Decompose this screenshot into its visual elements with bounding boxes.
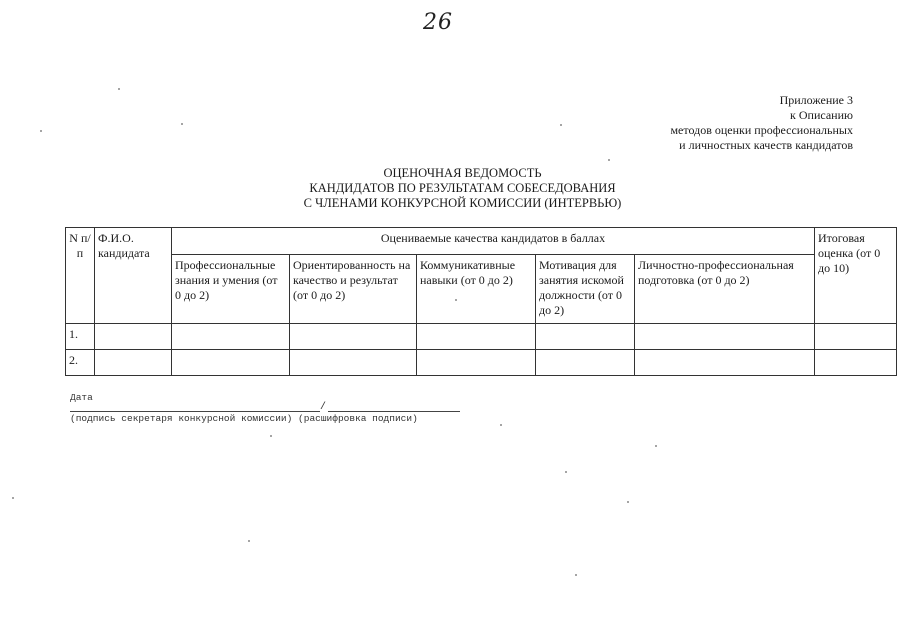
- date-label: Дата: [70, 392, 93, 403]
- table-cell[interactable]: [635, 350, 815, 376]
- appendix-note: [670, 93, 853, 153]
- signature-decoding-line[interactable]: [328, 411, 460, 412]
- signature-caption: [70, 413, 418, 424]
- table-cell[interactable]: [172, 350, 290, 376]
- appendix-line-3: методов оценки профессиональных: [670, 123, 853, 137]
- row-number: 2.: [66, 350, 95, 376]
- table-row: [66, 350, 897, 376]
- scan-speck: [627, 501, 629, 503]
- scan-speck: [560, 124, 562, 126]
- header-quality-motivation: Мотивация для занятия искомой должности (от 0 до 2): [536, 255, 635, 324]
- scan-speck: [181, 123, 183, 125]
- header-qualities-group: Оцениваемые качества кандидатов в баллах: [172, 228, 815, 255]
- document-title: [0, 166, 905, 211]
- scan-speck: [12, 497, 14, 499]
- scan-speck: [608, 159, 610, 161]
- table-header-row: [66, 228, 897, 255]
- signature-separator: /: [320, 402, 327, 413]
- table-cell[interactable]: [172, 324, 290, 350]
- table-row: [66, 324, 897, 350]
- scan-speck: [118, 88, 120, 90]
- scan-speck: [565, 471, 567, 473]
- scan-speck: [500, 424, 502, 426]
- scan-speck: [655, 445, 657, 447]
- header-quality-communication: Коммуникативные навыки (от 0 до 2): [417, 255, 536, 324]
- scan-speck: [270, 435, 272, 437]
- signature-caption-left: (подпись секретаря конкурсной комиссии): [70, 413, 293, 424]
- title-line-2: КАНДИДАТОВ ПО РЕЗУЛЬТАТАМ СОБЕСЕДОВАНИЯ: [309, 181, 616, 195]
- title-line-1: ОЦЕНОЧНАЯ ВЕДОМОСТЬ: [383, 166, 542, 180]
- table-cell[interactable]: [635, 324, 815, 350]
- table-cell[interactable]: [95, 324, 172, 350]
- table-cell[interactable]: [95, 350, 172, 376]
- page-number: 26: [423, 10, 453, 35]
- table-cell[interactable]: [815, 324, 897, 350]
- signature-caption-right: (расшифровка подписи): [298, 413, 418, 424]
- table-cell[interactable]: [815, 350, 897, 376]
- scan-speck: [455, 299, 457, 301]
- header-quality-result-orientation: Ориентированность на качество и результат (от 0 до 2): [290, 255, 417, 324]
- header-total-score: Итоговая оценка (от 0 до 10): [815, 228, 897, 324]
- header-quality-professional: Профессиональные знания и умения (от 0 до 2): [172, 255, 290, 324]
- scan-speck: [248, 540, 250, 542]
- table-cell[interactable]: [536, 324, 635, 350]
- header-number: N п/п: [66, 228, 95, 324]
- row-number: 1.: [66, 324, 95, 350]
- appendix-line-1: Приложение 3: [779, 93, 853, 107]
- scan-speck: [40, 130, 42, 132]
- header-quality-personal-training: Личностно-профессиональная подготовка (от 0 до 2): [635, 255, 815, 324]
- appendix-line-2: к Описанию: [790, 108, 853, 122]
- table-cell[interactable]: [417, 324, 536, 350]
- header-fio: Ф.И.О. кандидата: [95, 228, 172, 324]
- table-cell[interactable]: [417, 350, 536, 376]
- title-line-3: С ЧЛЕНАМИ КОНКУРСНОЙ КОМИССИИ (ИНТЕРВЬЮ): [303, 196, 622, 210]
- scan-speck: [575, 574, 577, 576]
- table-cell[interactable]: [290, 324, 417, 350]
- table-cell[interactable]: [290, 350, 417, 376]
- table-cell[interactable]: [536, 350, 635, 376]
- table-subheader-row: [66, 255, 897, 324]
- signature-line[interactable]: [70, 411, 320, 412]
- appendix-line-4: и личностных качеств кандидатов: [679, 138, 853, 152]
- evaluation-table: [65, 227, 897, 376]
